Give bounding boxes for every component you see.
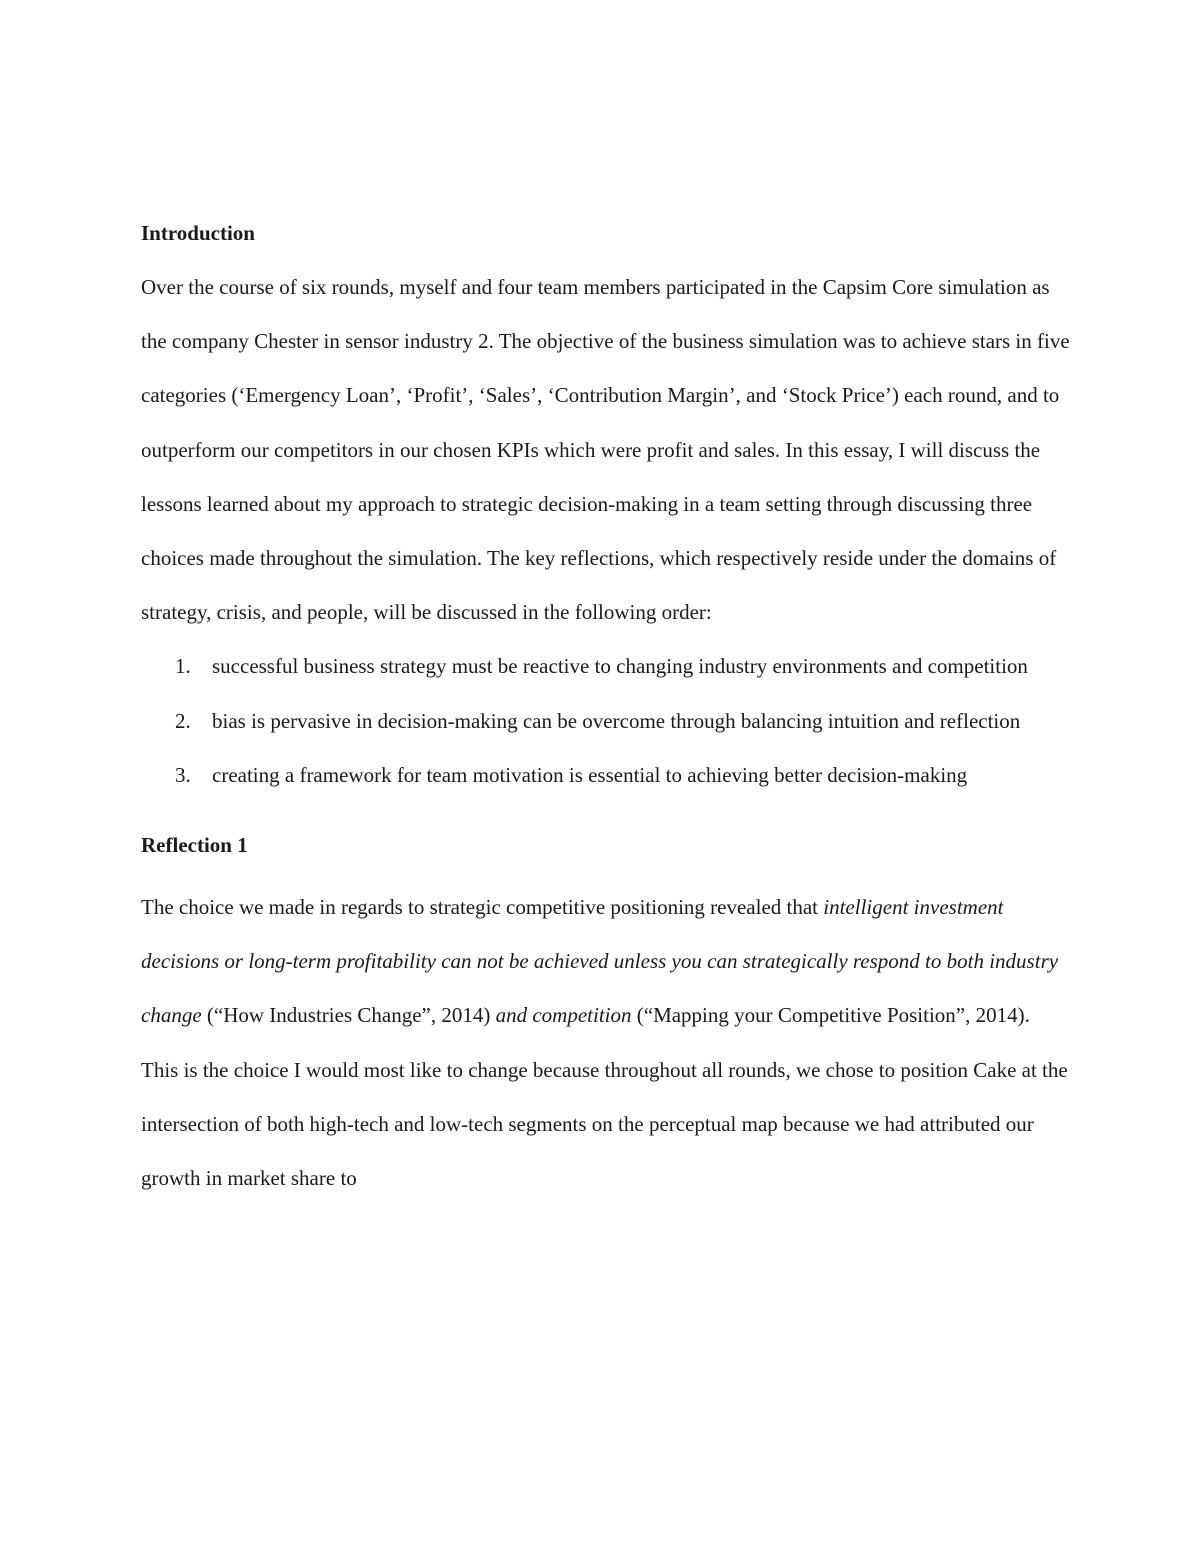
list-item-text: successful business strategy must be reactive to changing industry environments and competition xyxy=(212,654,1028,679)
citation-text: (“How Industries Change”, 2014) xyxy=(201,1003,496,1028)
reflection-1-paragraph xyxy=(141,880,1071,1205)
emphasized-text: intelligent investment decisions or long-term profitability can not be achieved unless you can strategically respond to both industry change xyxy=(141,895,1064,1028)
list-item xyxy=(141,639,1071,693)
list-item-number: 1. xyxy=(175,654,191,679)
list-item xyxy=(141,694,1071,748)
paragraph-text: (“Mapping your Competitive Position”, 2014). This is the choice I would most like to change because throughout all rounds, we chose to position Cake at the intersection of both high-tech and low-tech segments on the perceptual map because we had attributed our growth in market share to xyxy=(141,1003,1073,1191)
emphasized-text: and competition xyxy=(495,1003,632,1028)
list-item-text: bias is pervasive in decision-making can be overcome through balancing intuition and reflection xyxy=(212,708,1021,733)
list-item-text: creating a framework for team motivation is essential to achieving better decision-making xyxy=(212,762,968,787)
reflections-list xyxy=(141,639,1071,802)
section-heading-reflection-1: Reflection 1 xyxy=(141,833,248,858)
list-item xyxy=(141,748,1071,802)
document-body xyxy=(141,214,1075,1205)
list-item-number: 3. xyxy=(175,762,191,787)
paragraph-text: The choice we made in regards to strategic competitive positioning revealed that xyxy=(141,895,824,920)
list-item-number: 2. xyxy=(175,708,191,733)
introduction-paragraph: Over the course of six rounds, myself and four team members participated in the Capsim Core simulation as the company Chester in sensor industry 2. The objective of the business simulation was to achieve stars in five categories (‘Emergency Loan’, ‘Profit’, ‘Sales’, ‘Contribution Margin’, and ‘Stock Price’) each round, and to outperform our competitors in our chosen KPIs which were profit and sales. In this essay, I will discuss the lessons learned about my approach to strategic decision-making in a team setting through discussing three choices made throughout the simulation. The key reflections, which respectively reside under the domains of strategy, crisis, and people, will be discussed in the following order: xyxy=(141,275,1075,625)
section-heading-introduction: Introduction xyxy=(141,221,255,245)
